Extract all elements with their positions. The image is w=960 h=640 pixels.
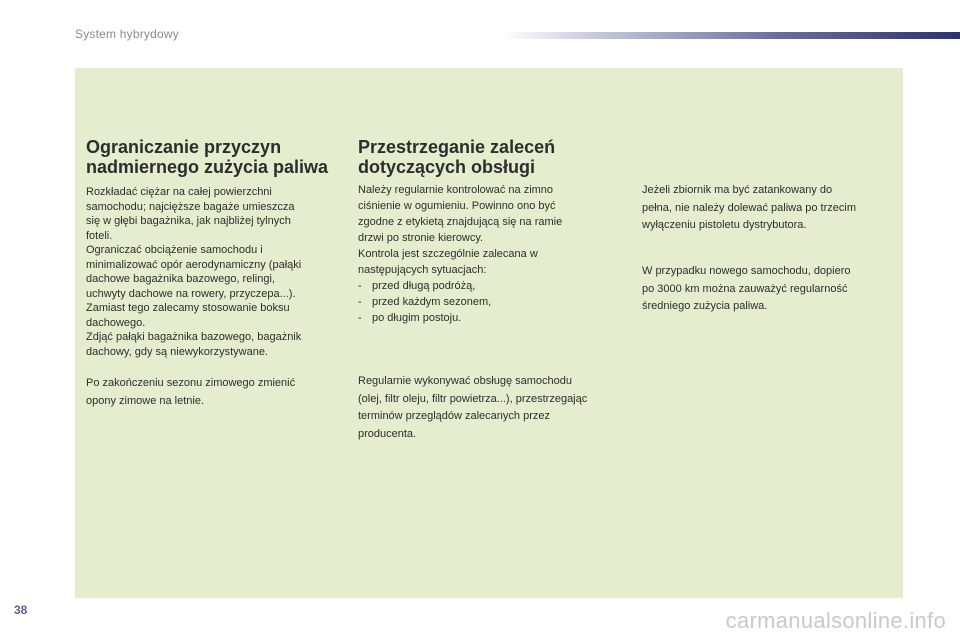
section-title: System hybrydowy bbox=[75, 27, 179, 41]
tyre-pressure-paragraph bbox=[358, 182, 633, 326]
list-item: - przed długą podróżą, bbox=[358, 278, 633, 294]
text-line: terminów przeglądów zalecanych przez bbox=[358, 410, 550, 422]
heading-follow-maintenance bbox=[358, 137, 555, 177]
text-line: producenta. bbox=[358, 427, 417, 440]
watermark: carmanualsonline.info bbox=[725, 608, 946, 633]
text-line: Jeżeli zbiornik ma być zatankowany do bbox=[642, 184, 833, 196]
text-line: Kontrola jest szczególnie zalecana w bbox=[358, 248, 538, 260]
heading-line: nadmiernego zużycia paliwa bbox=[86, 157, 329, 177]
header-gradient-bar bbox=[500, 32, 960, 39]
text-line: drzwi po stronie kierowcy. bbox=[358, 232, 484, 244]
text-line: następujących sytuacjach: bbox=[358, 264, 487, 276]
list-item: - po długim postoju. bbox=[358, 310, 633, 326]
check-situations-list bbox=[358, 278, 633, 326]
text-line: Zamiast tego zalecamy stosowanie boksu bbox=[86, 302, 290, 314]
text-line: Należy regularnie kontrolować na zimno bbox=[358, 184, 554, 196]
new-vehicle-paragraph bbox=[642, 263, 897, 316]
heading-line: Ograniczanie przyczyn bbox=[86, 137, 282, 157]
load-advice-paragraph bbox=[86, 185, 341, 359]
text-line: Ograniczać obciążenie samochodu i bbox=[86, 244, 263, 256]
text-line: wyłączeniu pistoletu dystrybutora. bbox=[642, 219, 807, 231]
text-line: się w głębi bagażnika, jak najbliżej tylnych bbox=[86, 215, 291, 227]
refuelling-paragraph bbox=[642, 182, 897, 235]
heading-line: dotyczących obsługi bbox=[358, 157, 536, 177]
text-line: Regularnie wykonywać obsługę samochodu bbox=[358, 375, 573, 387]
heading-reduce-fuel-consumption bbox=[86, 137, 328, 177]
service-paragraph bbox=[358, 373, 638, 443]
text-line: dachowy, gdy są niewykorzystywane. bbox=[86, 345, 268, 358]
text-line: W przypadku nowego samochodu, dopiero bbox=[642, 265, 851, 277]
tyre-change-paragraph bbox=[86, 375, 341, 410]
text-line: pełna, nie należy dolewać paliwa po trzecim bbox=[642, 201, 857, 214]
text-line: opony zimowe na letnie. bbox=[86, 394, 205, 407]
text-line: foteli. bbox=[86, 229, 113, 242]
list-item: - przed każdym sezonem, bbox=[358, 294, 633, 310]
text-line: ciśnienie w ogumieniu. Powinno ono być bbox=[358, 200, 556, 212]
text-line: Po zakończeniu sezonu zimowego zmienić bbox=[86, 377, 296, 389]
text-line: uchwyty dachowe na rowery, przyczepa...). bbox=[86, 287, 296, 300]
heading-line: Przestrzeganie zaleceń bbox=[358, 137, 556, 157]
text-line: zgodne z etykietą znajdującą się na ramie bbox=[358, 216, 563, 228]
text-line: dachowe bagażnika bazowego, relingi, bbox=[86, 273, 275, 285]
text-line: Zdjąć pałąki bagażnika bazowego, bagażnik bbox=[86, 331, 302, 343]
text-line: Rozkładać ciężar na całej powierzchni bbox=[86, 186, 272, 198]
page-number: 38 bbox=[14, 603, 28, 617]
text-line: po 3000 km można zauważyć regularność bbox=[642, 282, 848, 295]
text-line: dachowego. bbox=[86, 316, 146, 329]
text-line: średniego zużycia paliwa. bbox=[642, 300, 768, 312]
text-line: minimalizować opór aerodynamiczny (pałąki bbox=[86, 258, 302, 271]
text-line: samochodu; najcięższe bagaże umieszcza bbox=[86, 200, 295, 213]
text-line: (olej, filtr oleju, filtr powietrza...), przestrzegając bbox=[358, 392, 588, 405]
